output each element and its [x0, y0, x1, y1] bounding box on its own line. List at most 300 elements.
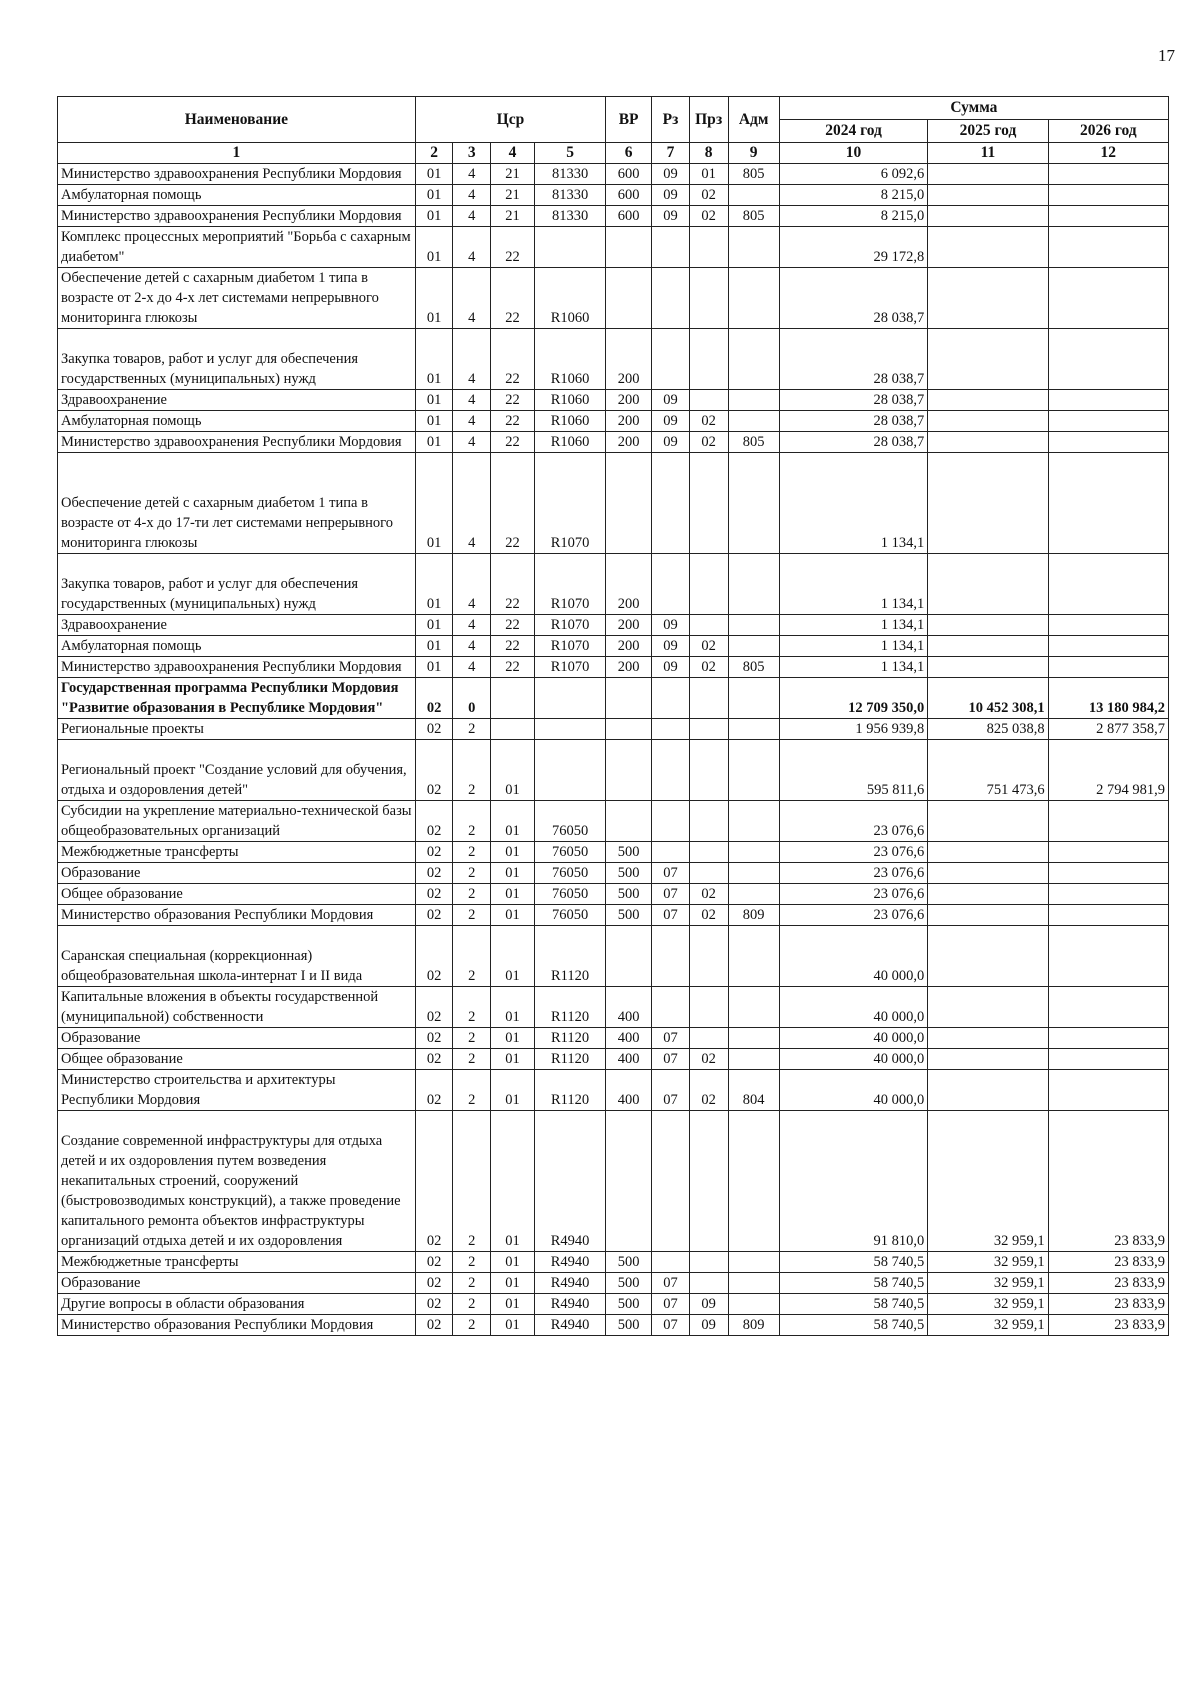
amount-2024: 40 000,0 [779, 926, 928, 987]
vr-code: 500 [606, 1273, 652, 1294]
prz-code: 02 [689, 185, 728, 206]
rz-code: 07 [652, 863, 690, 884]
adm-code [728, 926, 779, 987]
amount-2026 [1048, 842, 1168, 863]
header-adm: Адм [728, 97, 779, 143]
csr-direction: R1120 [535, 1070, 606, 1111]
vr-code: 400 [606, 1028, 652, 1049]
amount-2026 [1048, 554, 1168, 615]
vr-code: 600 [606, 206, 652, 227]
table-row [58, 1273, 1169, 1294]
amount-2025: 825 038,8 [928, 719, 1048, 740]
amount-2026: 2 877 358,7 [1048, 719, 1168, 740]
row-name: Саранская специальная (коррекционная) общеобразовательная школа-интернат I и II вида [58, 926, 416, 987]
amount-2025: 32 959,1 [928, 1111, 1048, 1252]
csr-program: 02 [415, 1273, 453, 1294]
rz-code: 07 [652, 1028, 690, 1049]
csr-type: 2 [453, 863, 491, 884]
csr-type: 2 [453, 905, 491, 926]
row-name: Общее образование [58, 1049, 416, 1070]
rz-code: 09 [652, 636, 690, 657]
rz-code [652, 329, 690, 390]
row-name: Региональные проекты [58, 719, 416, 740]
column-number: 2 [415, 143, 453, 164]
row-name: Амбулаторная помощь [58, 185, 416, 206]
amount-2026 [1048, 926, 1168, 987]
csr-type: 4 [453, 227, 491, 268]
amount-2024: 8 215,0 [779, 206, 928, 227]
amount-2026 [1048, 453, 1168, 554]
table-row [58, 615, 1169, 636]
prz-code [689, 740, 728, 801]
amount-2026 [1048, 1049, 1168, 1070]
csr-direction: R1060 [535, 411, 606, 432]
table-row [58, 657, 1169, 678]
amount-2025 [928, 1070, 1048, 1111]
csr-direction: R1070 [535, 615, 606, 636]
row-name: Министерство здравоохранения Республики Мордовия [58, 432, 416, 453]
row-name: Субсидии на укрепление материально-технической базы общеобразовательных организаций [58, 801, 416, 842]
amount-2024: 1 134,1 [779, 554, 928, 615]
amount-2026 [1048, 164, 1168, 185]
table-row [58, 164, 1169, 185]
table-row [58, 185, 1169, 206]
table-row [58, 1252, 1169, 1273]
table-row [58, 1294, 1169, 1315]
csr-subprogram: 01 [491, 905, 535, 926]
csr-direction: R1070 [535, 453, 606, 554]
amount-2026: 23 833,9 [1048, 1315, 1168, 1336]
rz-code [652, 801, 690, 842]
vr-code: 400 [606, 1070, 652, 1111]
rz-code: 09 [652, 432, 690, 453]
amount-2025 [928, 636, 1048, 657]
table-row [58, 926, 1169, 987]
row-name: Образование [58, 863, 416, 884]
header-year-2025: 2025 год [928, 120, 1048, 143]
amount-2025 [928, 268, 1048, 329]
adm-code: 805 [728, 657, 779, 678]
adm-code [728, 185, 779, 206]
adm-code [728, 615, 779, 636]
csr-program: 02 [415, 1049, 453, 1070]
csr-type: 2 [453, 1070, 491, 1111]
amount-2025 [928, 801, 1048, 842]
csr-direction: R1120 [535, 926, 606, 987]
amount-2024: 91 810,0 [779, 1111, 928, 1252]
amount-2026 [1048, 987, 1168, 1028]
csr-type: 2 [453, 801, 491, 842]
amount-2024: 58 740,5 [779, 1252, 928, 1273]
amount-2025 [928, 206, 1048, 227]
rz-code [652, 1111, 690, 1252]
amount-2026 [1048, 206, 1168, 227]
amount-2025 [928, 615, 1048, 636]
amount-2026 [1048, 411, 1168, 432]
csr-type: 2 [453, 719, 491, 740]
csr-program: 02 [415, 740, 453, 801]
table-row [58, 884, 1169, 905]
csr-type: 2 [453, 1294, 491, 1315]
amount-2026: 23 833,9 [1048, 1294, 1168, 1315]
table-row [58, 863, 1169, 884]
prz-code: 09 [689, 1294, 728, 1315]
table-row [58, 453, 1169, 554]
csr-type: 4 [453, 390, 491, 411]
vr-code: 500 [606, 1252, 652, 1273]
csr-subprogram: 01 [491, 842, 535, 863]
amount-2026 [1048, 390, 1168, 411]
adm-code [728, 987, 779, 1028]
amount-2025 [928, 987, 1048, 1028]
csr-type: 2 [453, 1049, 491, 1070]
table-row [58, 227, 1169, 268]
amount-2026 [1048, 863, 1168, 884]
adm-code [728, 329, 779, 390]
row-name: Здравоохранение [58, 390, 416, 411]
rz-code: 09 [652, 615, 690, 636]
vr-code: 200 [606, 411, 652, 432]
csr-direction: R4940 [535, 1294, 606, 1315]
csr-direction: 76050 [535, 863, 606, 884]
table-row [58, 1315, 1169, 1336]
prz-code [689, 926, 728, 987]
amount-2026: 13 180 984,2 [1048, 678, 1168, 719]
csr-subprogram: 22 [491, 636, 535, 657]
csr-type: 4 [453, 268, 491, 329]
rz-code: 07 [652, 1294, 690, 1315]
csr-subprogram: 22 [491, 390, 535, 411]
amount-2026 [1048, 185, 1168, 206]
column-number: 1 [58, 143, 416, 164]
vr-code: 400 [606, 987, 652, 1028]
page-number: 17 [1158, 46, 1175, 65]
vr-code: 500 [606, 1315, 652, 1336]
csr-type: 4 [453, 185, 491, 206]
vr-code: 200 [606, 432, 652, 453]
csr-type: 2 [453, 884, 491, 905]
csr-direction: R4940 [535, 1252, 606, 1273]
csr-direction [535, 227, 606, 268]
csr-subprogram: 01 [491, 1028, 535, 1049]
rz-code: 07 [652, 1273, 690, 1294]
amount-2024: 28 038,7 [779, 329, 928, 390]
csr-type: 2 [453, 1111, 491, 1252]
prz-code: 02 [689, 657, 728, 678]
vr-code: 200 [606, 329, 652, 390]
amount-2024: 23 076,6 [779, 842, 928, 863]
vr-code: 200 [606, 390, 652, 411]
csr-subprogram: 01 [491, 1070, 535, 1111]
table-row [58, 842, 1169, 863]
rz-code: 09 [652, 411, 690, 432]
rz-code: 07 [652, 1070, 690, 1111]
csr-subprogram: 01 [491, 1315, 535, 1336]
row-name: Амбулаторная помощь [58, 636, 416, 657]
csr-program: 02 [415, 987, 453, 1028]
vr-code: 200 [606, 615, 652, 636]
amount-2024: 595 811,6 [779, 740, 928, 801]
csr-subprogram: 22 [491, 227, 535, 268]
vr-code [606, 740, 652, 801]
header-year-2024: 2024 год [779, 120, 928, 143]
table-row [58, 554, 1169, 615]
table-row [58, 905, 1169, 926]
rz-code: 09 [652, 390, 690, 411]
csr-program: 01 [415, 432, 453, 453]
vr-code [606, 453, 652, 554]
column-number: 5 [535, 143, 606, 164]
amount-2026 [1048, 657, 1168, 678]
csr-direction: R1060 [535, 432, 606, 453]
column-number: 6 [606, 143, 652, 164]
adm-code [728, 801, 779, 842]
amount-2024: 1 134,1 [779, 615, 928, 636]
vr-code: 200 [606, 657, 652, 678]
amount-2025 [928, 453, 1048, 554]
vr-code: 500 [606, 863, 652, 884]
csr-subprogram: 01 [491, 1252, 535, 1273]
adm-code [728, 453, 779, 554]
csr-program: 01 [415, 164, 453, 185]
amount-2025: 32 959,1 [928, 1315, 1048, 1336]
amount-2024: 1 956 939,8 [779, 719, 928, 740]
csr-type: 2 [453, 1028, 491, 1049]
csr-direction: 76050 [535, 801, 606, 842]
csr-type: 2 [453, 1315, 491, 1336]
csr-program: 01 [415, 390, 453, 411]
amount-2024: 1 134,1 [779, 453, 928, 554]
amount-2025 [928, 164, 1048, 185]
amount-2026 [1048, 1028, 1168, 1049]
row-name: Закупка товаров, работ и услуг для обеспечения государственных (муниципальных) нужд [58, 554, 416, 615]
amount-2025 [928, 432, 1048, 453]
table-row [58, 1070, 1169, 1111]
rz-code [652, 987, 690, 1028]
csr-subprogram: 22 [491, 554, 535, 615]
csr-direction: R1060 [535, 329, 606, 390]
row-name: Межбюджетные трансферты [58, 1252, 416, 1273]
csr-subprogram: 22 [491, 432, 535, 453]
csr-subprogram: 22 [491, 268, 535, 329]
csr-subprogram: 01 [491, 740, 535, 801]
csr-subprogram: 01 [491, 1294, 535, 1315]
csr-direction [535, 740, 606, 801]
budget-table [57, 96, 1169, 1336]
csr-type: 4 [453, 432, 491, 453]
rz-code [652, 227, 690, 268]
adm-code: 809 [728, 905, 779, 926]
adm-code [728, 1294, 779, 1315]
amount-2024: 58 740,5 [779, 1294, 928, 1315]
vr-code: 200 [606, 554, 652, 615]
row-name: Межбюджетные трансферты [58, 842, 416, 863]
csr-direction: 81330 [535, 206, 606, 227]
vr-code: 200 [606, 636, 652, 657]
amount-2025 [928, 905, 1048, 926]
prz-code [689, 801, 728, 842]
adm-code: 809 [728, 1315, 779, 1336]
amount-2024: 1 134,1 [779, 636, 928, 657]
csr-direction: R1070 [535, 657, 606, 678]
prz-code: 02 [689, 1070, 728, 1111]
rz-code: 07 [652, 905, 690, 926]
csr-subprogram: 22 [491, 615, 535, 636]
csr-program: 01 [415, 554, 453, 615]
adm-code [728, 842, 779, 863]
csr-program: 01 [415, 329, 453, 390]
rz-code: 09 [652, 657, 690, 678]
csr-program: 02 [415, 1294, 453, 1315]
csr-type: 2 [453, 987, 491, 1028]
csr-program: 02 [415, 719, 453, 740]
rz-code: 09 [652, 185, 690, 206]
csr-program: 02 [415, 884, 453, 905]
csr-direction: R1120 [535, 1049, 606, 1070]
csr-type: 2 [453, 740, 491, 801]
csr-type: 2 [453, 1252, 491, 1273]
column-number: 12 [1048, 143, 1168, 164]
column-numbers-row [58, 143, 1169, 164]
adm-code [728, 1049, 779, 1070]
prz-code [689, 678, 728, 719]
rz-code [652, 719, 690, 740]
amount-2025 [928, 554, 1048, 615]
csr-program: 02 [415, 1070, 453, 1111]
amount-2024: 40 000,0 [779, 1028, 928, 1049]
vr-code: 400 [606, 1049, 652, 1070]
prz-code: 02 [689, 905, 728, 926]
amount-2026 [1048, 615, 1168, 636]
amount-2025 [928, 390, 1048, 411]
vr-code: 500 [606, 1294, 652, 1315]
csr-program: 01 [415, 453, 453, 554]
csr-program: 02 [415, 1111, 453, 1252]
column-number: 3 [453, 143, 491, 164]
rz-code [652, 926, 690, 987]
row-name: Комплекс процессных мероприятий "Борьба с сахарным диабетом" [58, 227, 416, 268]
csr-subprogram [491, 678, 535, 719]
prz-code: 02 [689, 884, 728, 905]
csr-program: 02 [415, 1315, 453, 1336]
csr-program: 02 [415, 842, 453, 863]
amount-2025 [928, 926, 1048, 987]
amount-2024: 28 038,7 [779, 411, 928, 432]
amount-2025 [928, 329, 1048, 390]
column-number: 10 [779, 143, 928, 164]
row-name: Другие вопросы в области образования [58, 1294, 416, 1315]
row-name: Министерство здравоохранения Республики Мордовия [58, 206, 416, 227]
csr-subprogram: 01 [491, 1273, 535, 1294]
rz-code [652, 268, 690, 329]
adm-code [728, 740, 779, 801]
adm-code: 804 [728, 1070, 779, 1111]
csr-type: 4 [453, 453, 491, 554]
csr-direction [535, 719, 606, 740]
amount-2026 [1048, 1070, 1168, 1111]
prz-code: 02 [689, 206, 728, 227]
prz-code [689, 1252, 728, 1273]
amount-2024: 29 172,8 [779, 227, 928, 268]
rz-code [652, 740, 690, 801]
csr-program: 01 [415, 206, 453, 227]
header-vr: ВР [606, 97, 652, 143]
csr-direction: R1070 [535, 636, 606, 657]
csr-type: 4 [453, 164, 491, 185]
table-body [58, 164, 1169, 1336]
vr-code: 600 [606, 164, 652, 185]
csr-direction: R4940 [535, 1315, 606, 1336]
row-name: Министерство здравоохранения Республики Мордовия [58, 657, 416, 678]
amount-2024: 28 038,7 [779, 432, 928, 453]
row-name: Закупка товаров, работ и услуг для обеспечения государственных (муниципальных) нужд [58, 329, 416, 390]
amount-2024: 28 038,7 [779, 390, 928, 411]
table-row [58, 206, 1169, 227]
csr-program: 02 [415, 905, 453, 926]
row-name: Обеспечение детей с сахарным диабетом 1 типа в возрасте от 2-х до 4-х лет системами непрерывного мониторинга глюкозы [58, 268, 416, 329]
amount-2025: 32 959,1 [928, 1252, 1048, 1273]
prz-code [689, 863, 728, 884]
prz-code [689, 1028, 728, 1049]
csr-type: 4 [453, 615, 491, 636]
csr-program: 01 [415, 411, 453, 432]
csr-subprogram: 21 [491, 206, 535, 227]
csr-program: 01 [415, 185, 453, 206]
column-number: 7 [652, 143, 690, 164]
amount-2025 [928, 657, 1048, 678]
csr-subprogram: 22 [491, 453, 535, 554]
adm-code [728, 390, 779, 411]
amount-2026 [1048, 227, 1168, 268]
amount-2024: 58 740,5 [779, 1273, 928, 1294]
csr-program: 02 [415, 926, 453, 987]
prz-code: 01 [689, 164, 728, 185]
rz-code [652, 453, 690, 554]
table-row [58, 1028, 1169, 1049]
amount-2024: 8 215,0 [779, 185, 928, 206]
csr-direction: R1120 [535, 1028, 606, 1049]
adm-code [728, 678, 779, 719]
header-prz: Прз [689, 97, 728, 143]
csr-subprogram: 01 [491, 1111, 535, 1252]
prz-code: 02 [689, 411, 728, 432]
amount-2024: 58 740,5 [779, 1315, 928, 1336]
csr-subprogram [491, 719, 535, 740]
vr-code: 500 [606, 884, 652, 905]
csr-direction: R1060 [535, 268, 606, 329]
prz-code: 02 [689, 1049, 728, 1070]
csr-direction: 81330 [535, 185, 606, 206]
amount-2025: 751 473,6 [928, 740, 1048, 801]
csr-direction: R4940 [535, 1111, 606, 1252]
amount-2025: 32 959,1 [928, 1294, 1048, 1315]
table-row [58, 719, 1169, 740]
csr-type: 4 [453, 636, 491, 657]
csr-type: 2 [453, 842, 491, 863]
rz-code: 07 [652, 1049, 690, 1070]
amount-2024: 12 709 350,0 [779, 678, 928, 719]
row-name: Министерство образования Республики Мордовия [58, 905, 416, 926]
prz-code [689, 987, 728, 1028]
adm-code [728, 1111, 779, 1252]
adm-code [728, 636, 779, 657]
table-row [58, 740, 1169, 801]
csr-subprogram: 22 [491, 657, 535, 678]
csr-program: 01 [415, 636, 453, 657]
amount-2024: 40 000,0 [779, 1049, 928, 1070]
csr-program: 02 [415, 863, 453, 884]
adm-code [728, 268, 779, 329]
